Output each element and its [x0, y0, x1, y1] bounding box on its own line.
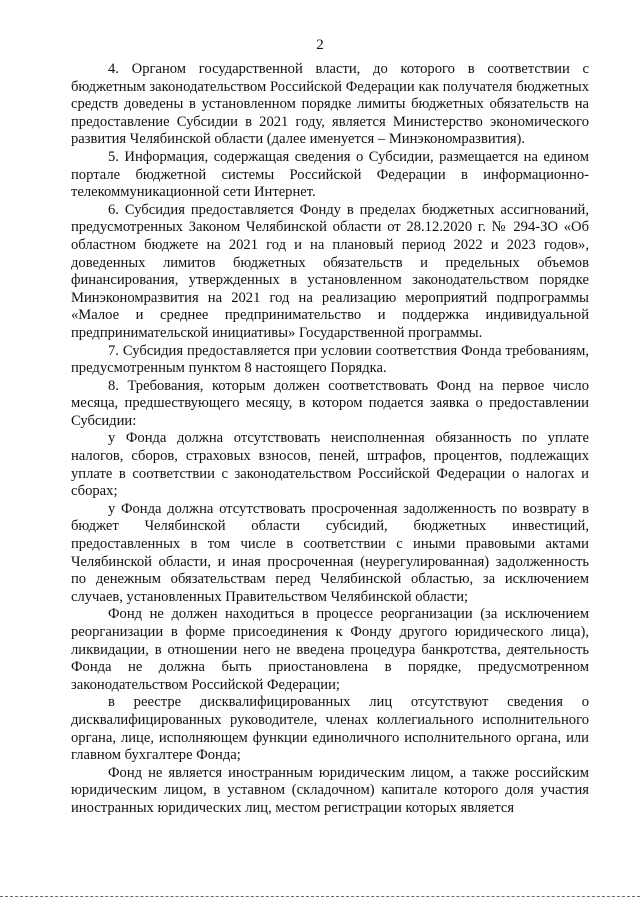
requirement-no-tax-debt: у Фонда должна отсутствовать неисполненная обязанность по уплате налогов, сборов, страховых взносов, пеней, штрафов, процентов, подлежащих уплате в соответствии с законодательством Российской Федерации о налогах и сборах; [71, 430, 589, 500]
document-body [71, 61, 589, 818]
requirement-no-disqualified-persons: в реестре дисквалифицированных лиц отсутствуют сведения о дисквалифицированных руководителе, членах коллегиального исполнительного органа, лице, исполняющем функции единоличного исполнительного органа, или главном бухгалтере Фонда; [71, 694, 589, 764]
paragraph-6-subsidy-limits: 6. Субсидия предоставляется Фонду в пределах бюджетных ассигнований, предусмотренных Законом Челябинской области от 28.12.2020 г. № 294-ЗО «Об областном бюджете на 2021 год и на плановый период 2022 и 2023 годов», доведенных лимитов бюджетных обязательств и предельных объемов финансирования, утвержденных в установленном законодательством порядке Минэкономразвития на 2021 год на реализацию мероприятий подпрограммы «Малое и среднее предпринимательство и поддержка индивидуальной предпринимательской инициативы» Государственной программы. [71, 201, 589, 341]
paragraph-5-information: 5. Информация, содержащая сведения о Субсидии, размещается на едином портале бюджетной системы Российской Федерации в информационно-телекоммуникационной сети Интернет. [71, 148, 589, 201]
paragraph-4-authority: 4. Органом государственной власти, до которого в соответствии с бюджетным законодательством Российской Федерации как получателя бюджетных средств доведены в установленном порядке лимиты бюджетных обязательств на предоставление Субсидии в 2021 году, является Министерство экономического развития Челябинской области (далее именуется – Минэкономразвития). [71, 61, 589, 148]
requirement-not-foreign-entity: Фонд не является иностранным юридическим лицом, а также российским юридическим лицом, в уставном (складочном) капитале которого доля участия иностранных юридических лиц, местом регистрации которых является [71, 764, 589, 816]
page-number: 2 [316, 37, 324, 53]
paragraph-8-requirements: 8. Требования, которым должен соответствовать Фонд на первое число месяца, предшествующего месяцу, в котором подается заявка о предоставлении Субсидии: [71, 377, 589, 429]
requirement-no-overdue-debt: у Фонда должна отсутствовать просроченная задолженность по возврату в бюджет Челябинской области субсидий, бюджетных инвестиций, предоставленных в том числе в соответствии с иными правовыми актами Челябинской области, и иная просроченная (неурегулированная) задолженность по денежным обязательствам перед Челябинской областью, за исключением случаев, установленных Правительством Челябинской области; [71, 500, 589, 605]
paragraph-7-subsidy-condition: 7. Субсидия предоставляется при условии соответствия Фонда требованиям, предусмотренным пунктом 8 настоящего Порядка. [71, 342, 589, 377]
requirement-no-reorganization: Фонд не должен находиться в процессе реорганизации (за исключением реорганизации в форме присоединения к Фонду другого юридического лица), ликвидации, в отношении него не введена процедура банкротства, деятельность Фонда не должна быть приостановлена в порядке, предусмотренном законодательством Российской Федерации; [71, 606, 589, 693]
page-bottom-rule [0, 896, 640, 897]
